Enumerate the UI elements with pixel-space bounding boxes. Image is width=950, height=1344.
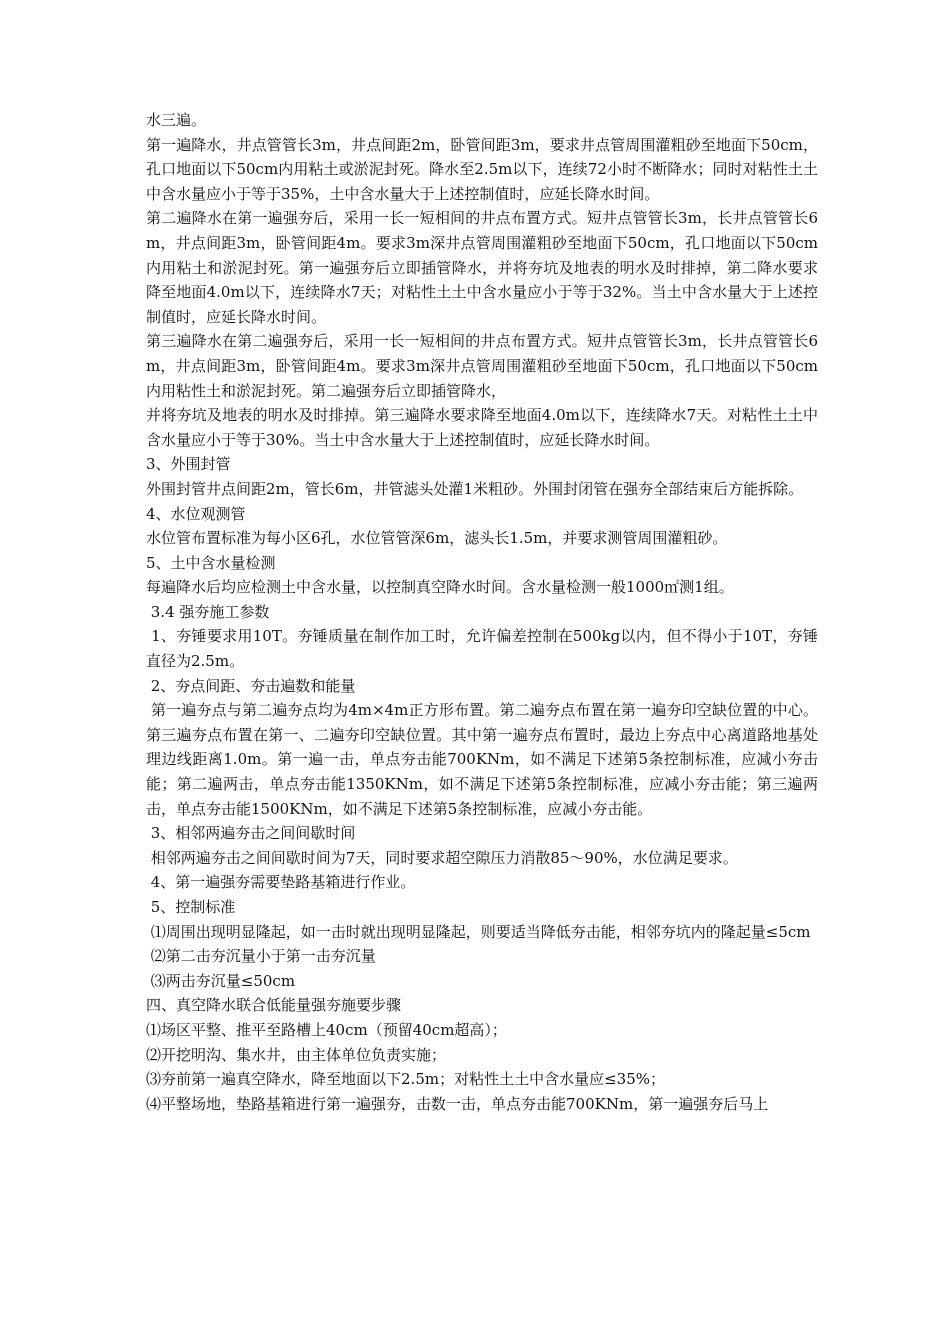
heading-moisture-test: 5、土中含水量检测: [146, 553, 276, 572]
paragraph-outer-sealing-pipe: 外围封管井点间距2m，管长6m，井管滤头处灌1米粗砂。外围封闭管在强夯全部结束后方能拆除。: [146, 479, 804, 498]
heading-compaction-params: 3.4 强夯施工参数: [146, 602, 270, 621]
heading-interval-time: 3、相邻两遍夯击之间间歇时间: [146, 824, 356, 843]
paragraph-dewater-three-times: 水三遍。: [146, 111, 207, 129]
paragraph-step-4: ⑷平整场地，垫路基箱进行第一遍强夯，击数一击，单点夯击能700KNm，第一遍强夯后马上: [146, 1094, 769, 1113]
paragraph-first-dewatering: 第一遍降水，井点管管长3m，井点间距2m，卧管间距3m，要求井点管周围灌粗砂至地面下50cm，孔口地面以下50cm内用粘土或淤泥封死。降水至2.5m以下，连续72小时不断降水；同时对粘性土土中含水量应小于等于35%，土中含水量大于上述控制值时，应延长降水时间。: [146, 135, 818, 203]
paragraph-third-dewatering-cont: 并将夯坑及地表的明水及时排掉。第三遍降水要求降至地面4.0m以下，连续降水7天。对粘性土土中含水量应小于等于30%。当土中含水量大于上述控制值时，应延长降水时间。: [146, 406, 818, 449]
heading-water-level-pipe: 4、水位观测管: [146, 504, 246, 523]
paragraph-control-2: ⑵第二击夯沉量小于第一击夯沉量: [146, 947, 376, 966]
paragraph-roadbed-box: 4、第一遍强夯需要垫路基箱进行作业。: [146, 873, 416, 892]
paragraph-interval-time: 相邻两遍夯击之间间歇时间为7天，同时要求超空隙压力消散85～90%，水位满足要求。: [146, 848, 738, 867]
document-body: [146, 108, 818, 1116]
paragraph-hammer-requirement: 1、夯锤要求用10T。夯锤质量在制作加工时，允许偏差控制在500kg以内，但不得小于10T，夯锤直径为2.5m。: [146, 627, 818, 671]
heading-tamping-spacing: 2、夯点间距、夯击遍数和能量: [146, 676, 356, 695]
paragraph-step-2: ⑵开挖明沟、集水井，由主体单位负责实施；: [146, 1045, 447, 1064]
paragraph-tamping-spacing: 第一遍夯点与第二遍夯点均为4m×4m正方形布置。第二遍夯点布置在第一遍夯印空缺位置的中心。第三遍夯点布置在第一、二遍夯印空缺位置。其中第一遍夯点布置时，最边上夯点中心离道路地基处理边线距离1.0m。第一遍一击，单点夯击能700KNm，如不满足下述第5条控制标准，应减小夯击能；第二遍两击，单点夯击能1350KNm，如不满足下述第5条控制标准，应减小夯击能；第三遍两击，单点夯击能1500KNm，如不满足下述第5条控制标准，应减小夯击能。: [146, 701, 818, 818]
paragraph-moisture-test: 每遍降水后均应检测土中含水量，以控制真空降水时间。含水量检测一般1000㎡测1组。: [146, 578, 734, 597]
heading-control-standard: 5、控制标准: [146, 898, 236, 916]
heading-steps: 四、真空降水联合低能量强夯施要步骤: [146, 996, 402, 1015]
paragraph-step-1: ⑴场区平整、推平至路槽上40cm（预留40cm超高）；: [146, 1020, 507, 1039]
paragraph-second-dewatering: 第二遍降水在第一遍强夯后，采用一长一短相间的井点布置方式。短井点管管长3m，长井点管管长6m，井点间距3m，卧管间距4m。要求3m深井点管周围灌粗砂至地面下50cm，孔口地面以下50cm内用粘土和淤泥封死。第一遍强夯后立即插管降水，并将夯坑及地表的明水及时排掉，第二降水要求降至地面4.0m以下，连续降水7天；对粘性土土中含水量应小于等于32%。当土中含水量大于上述控制值时，应延长降水时间。: [146, 209, 818, 326]
paragraph-step-3: ⑶夯前第一遍真空降水，降至地面以下2.5m；对粘性土土中含水量应≤35%；: [146, 1070, 665, 1089]
paragraph-control-3: ⑶两击夯沉量≤50cm: [146, 971, 296, 990]
paragraph-water-level-pipe: 水位管布置标准为每小区6孔，水位管管深6m，滤头长1.5m，并要求测管周围灌粗砂。: [146, 529, 728, 548]
heading-outer-sealing-pipe: 3、外围封管: [146, 455, 231, 474]
paragraph-control-1: ⑴周围出现明显隆起，如一击时就出现明显隆起，则要适当降低夯击能，相邻夯坑内的隆起量≤5cm: [146, 922, 811, 941]
paragraph-third-dewatering: 第三遍降水在第二遍强夯后，采用一长一短相间的井点布置方式。短井点管管长3m，长井点管管长6m，井点间距3m，卧管间距4m。要求3m深井点管周围灌粗砂至地面下50cm，孔口地面以下50cm内用粘性土和淤泥封死。第二遍强夯后立即插管降水，: [146, 332, 818, 400]
